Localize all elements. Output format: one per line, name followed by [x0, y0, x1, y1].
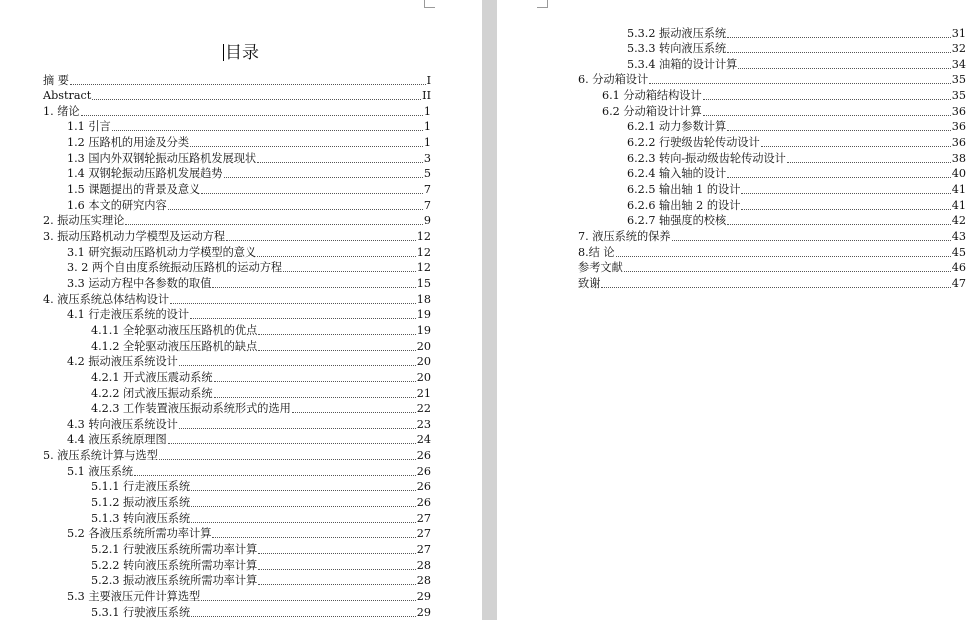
toc-dot-leader	[224, 177, 423, 178]
toc-entry-label: 4.3 转向液压系统设计	[67, 417, 178, 431]
toc-entry-label: 6.2.2 行驶级齿轮传动设计	[627, 136, 760, 150]
toc-entry[interactable]	[67, 587, 431, 603]
toc-dot-leader	[624, 271, 951, 272]
toc-dot-leader	[257, 256, 416, 257]
toc-entry[interactable]	[627, 24, 966, 40]
page-gap	[482, 0, 497, 620]
toc-entry-label: 5.2 各液压系统所需功率计算	[67, 527, 212, 541]
toc-entry[interactable]	[627, 196, 966, 212]
toc-dot-leader	[258, 350, 415, 351]
toc-entry[interactable]	[91, 556, 431, 572]
toc-dot-leader	[212, 287, 415, 288]
toc-entry-label: 5.3 主要液压元件计算选型	[67, 589, 201, 603]
toc-dot-leader	[70, 84, 426, 85]
toc-entry-page: 42	[951, 214, 966, 228]
toc-entry-page: 43	[951, 229, 966, 243]
toc-entry-label: 1.5 课题提出的背景及意义	[67, 183, 201, 197]
toc-dot-leader	[741, 193, 950, 194]
toc-entry-page: I	[426, 73, 431, 87]
toc-entry-page: 38	[951, 151, 966, 165]
toc-entry[interactable]	[91, 572, 431, 588]
toc-dot-leader	[283, 271, 416, 272]
toc-dot-leader	[179, 365, 416, 366]
toc-entry[interactable]	[578, 259, 966, 275]
toc-entry-page: 35	[951, 73, 966, 87]
toc-entry-page: 28	[416, 574, 431, 588]
toc-entry-page: 9	[423, 214, 431, 228]
toc-entry[interactable]	[43, 447, 431, 463]
toc-entry-page: 36	[951, 104, 966, 118]
toc-dot-leader	[649, 83, 951, 84]
toc-entry-label: 5.2.2 转向液压系统所需功率计算	[91, 558, 258, 572]
toc-dot-leader	[170, 303, 416, 304]
toc-entry-label: 1.1 引言	[67, 120, 111, 134]
toc-entry-label: 1.4 双钢轮振动压路机发展趋势	[67, 167, 223, 181]
text-cursor	[223, 44, 224, 61]
toc-entry-page: 31	[951, 26, 966, 40]
toc-entry[interactable]	[43, 71, 431, 87]
toc-entry[interactable]	[578, 243, 966, 259]
toc-entry-label: 4. 液压系统总体结构设计	[43, 292, 170, 306]
toc-entry-label: 5.2.3 振动液压系统所需功率计算	[91, 574, 258, 588]
toc-entry-label: 4.2.3 工作装置液压振动系统形式的选用	[91, 402, 291, 416]
toc-title-text: 目录	[225, 43, 259, 63]
toc-entry[interactable]	[578, 274, 966, 290]
toc-entry[interactable]	[91, 541, 431, 557]
toc-entry-page: II	[422, 89, 431, 103]
toc-entry[interactable]	[67, 165, 431, 181]
toc-entry-label: 4.1.1 全轮驱动液压压路机的优点	[91, 323, 258, 337]
toc-entry[interactable]	[91, 384, 431, 400]
toc-entry-label: 6.2.3 转向-振动级齿轮传动设计	[627, 151, 786, 165]
toc-entry-label: 摘 要	[43, 73, 69, 87]
toc-dot-leader	[258, 334, 415, 335]
toc-entry-page: 36	[951, 136, 966, 150]
toc-entry-page: 26	[416, 480, 431, 494]
toc-entry[interactable]	[43, 87, 431, 103]
toc-entry-label: 5.1 液压系统	[67, 464, 134, 478]
toc-dot-leader	[787, 162, 951, 163]
toc-entry-page: 7	[423, 198, 431, 212]
toc-entry-label: 6. 分动箱设计	[578, 73, 649, 87]
document-page-right	[497, 0, 980, 620]
toc-entry[interactable]	[67, 196, 431, 212]
toc-dot-leader	[727, 130, 951, 131]
document-page-left	[0, 0, 482, 620]
toc-entry[interactable]	[578, 227, 966, 243]
toc-entry[interactable]	[91, 337, 431, 353]
toc-entry-label: 参考文献	[578, 261, 623, 275]
toc-entry[interactable]	[627, 212, 966, 228]
toc-entry-label: 1.2 压路机的用途及分类	[67, 136, 190, 150]
toc-entry[interactable]	[43, 102, 431, 118]
toc-entry-page: 35	[951, 89, 966, 103]
toc-entry-page: 47	[951, 276, 966, 290]
toc-entry-page: 20	[416, 355, 431, 369]
toc-entry-label: 5.2.1 行驶液压系统所需功率计算	[91, 543, 258, 556]
toc-entry-label: 7. 液压系统的保养	[578, 229, 671, 243]
toc-entry-label: 5.1.1 行走液压系统	[91, 480, 191, 494]
margin-mark-top-left	[537, 0, 548, 8]
toc-entry-label: 3. 振动压路机动力学模型及运动方程	[43, 230, 226, 243]
toc-dot-leader	[214, 381, 416, 382]
toc-entry-label: 6.2 分动箱设计计算	[602, 104, 702, 118]
toc-dot-leader	[92, 99, 421, 100]
toc-dot-leader	[190, 146, 423, 147]
toc-entry-label: 4.4 液压系统原理图	[67, 433, 167, 447]
toc-title	[0, 38, 482, 63]
toc-entry-page: 46	[951, 261, 966, 275]
toc-dot-leader	[672, 240, 951, 241]
toc-entry-page: 19	[416, 323, 431, 337]
toc-dot-leader	[191, 490, 416, 491]
toc-entry[interactable]	[627, 55, 966, 71]
toc-entry-label: 2. 振动压实理论	[43, 214, 125, 228]
toc-entry-label: 6.2.6 输出轴 2 的设计	[627, 198, 741, 212]
toc-entry-label: 5.3.4 油箱的设计计算	[627, 57, 738, 71]
toc-entry-page: 15	[416, 276, 431, 290]
toc-entry[interactable]	[43, 212, 431, 228]
toc-dot-leader	[201, 600, 416, 601]
toc-entry[interactable]	[67, 415, 431, 431]
toc-entry-label: 6.1 分动箱结构设计	[602, 89, 702, 103]
toc-dot-leader	[168, 209, 423, 210]
toc-entry-label: 致谢	[578, 276, 601, 290]
toc-dot-leader	[741, 209, 950, 210]
toc-dot-leader	[761, 146, 951, 147]
toc-entry[interactable]	[67, 243, 431, 259]
margin-mark-top-right	[424, 0, 435, 8]
toc-entry-label: 6.2.4 输入轴的设计	[627, 167, 727, 181]
toc-entry[interactable]	[67, 181, 431, 197]
toc-dot-leader	[214, 397, 416, 398]
toc-entry[interactable]	[91, 368, 431, 384]
toc-entry-label: 3. 2 两个自由度系统振动压路机的运动方程	[67, 261, 283, 275]
toc-entry-page: 41	[951, 183, 966, 196]
toc-dot-leader	[191, 522, 416, 523]
toc-entry[interactable]	[627, 165, 966, 181]
toc-dot-leader	[727, 37, 951, 38]
toc-entry-label: 5.3.3 转向液压系统	[627, 42, 727, 56]
toc-entry-page: 1	[423, 120, 431, 134]
toc-entry-page: 20	[416, 370, 431, 384]
toc-entry[interactable]	[43, 290, 431, 306]
toc-entry-label: 5.1.2 振动液压系统	[91, 496, 191, 510]
toc-dot-leader	[179, 428, 416, 429]
toc-entry[interactable]	[67, 118, 431, 134]
toc-entry-page: 19	[416, 308, 431, 322]
toc-dot-leader	[191, 616, 416, 617]
toc-entry[interactable]	[67, 149, 431, 165]
toc-dot-leader	[190, 318, 416, 319]
toc-dot-leader	[168, 443, 416, 444]
toc-entry-label: 4.1 行走液压系统的设计	[67, 308, 190, 322]
toc-dot-leader	[201, 193, 423, 194]
toc-dot-leader	[258, 569, 415, 570]
toc-entry[interactable]	[627, 149, 966, 165]
toc-dot-leader	[257, 162, 423, 163]
toc-entry-page: 27	[416, 543, 431, 556]
toc-entry-page: 20	[416, 339, 431, 353]
toc-entry[interactable]	[602, 87, 966, 103]
toc-entry[interactable]	[578, 71, 966, 87]
toc-entry[interactable]	[91, 603, 431, 619]
toc-entry-page: 3	[423, 151, 431, 165]
toc-entry[interactable]	[91, 321, 431, 337]
toc-entry-page: 12	[416, 230, 431, 243]
toc-entry-page: 26	[416, 464, 431, 478]
toc-entry-label: 5.3.1 行驶液压系统	[91, 605, 191, 619]
toc-entry-label: 6.2.1 动力参数计算	[627, 120, 727, 134]
toc-entry-page: 29	[416, 605, 431, 619]
toc-entry-label: 3.3 运动方程中各参数的取值	[67, 276, 212, 290]
toc-entry-label: 1.6 本文的研究内容	[67, 198, 167, 212]
toc-dot-leader	[112, 130, 423, 131]
toc-entry[interactable]	[91, 478, 431, 494]
toc-entry-label: 1. 绪论	[43, 104, 80, 118]
toc-entry[interactable]	[627, 40, 966, 56]
toc-entry[interactable]	[43, 228, 431, 244]
toc-entry[interactable]	[91, 509, 431, 525]
toc-entry-page: 26	[416, 496, 431, 510]
toc-entry-page: 32	[951, 42, 966, 56]
toc-entry[interactable]	[67, 525, 431, 541]
toc-entry-page: 22	[416, 402, 431, 416]
toc-dot-leader	[703, 115, 951, 116]
toc-dot-leader	[226, 240, 416, 241]
toc-dot-leader	[134, 475, 416, 476]
toc-entry[interactable]	[67, 462, 431, 478]
toc-entry[interactable]	[67, 274, 431, 290]
toc-entry-label: 6.2.5 输出轴 1 的设计	[627, 183, 741, 196]
toc-entry-page: 24	[416, 433, 431, 447]
toc-dot-leader	[601, 287, 950, 288]
toc-entry-label: 5.3.2 振动液压系统	[627, 26, 727, 40]
toc-entry-label: 4.1.2 全轮驱动液压压路机的缺点	[91, 339, 258, 353]
toc-dot-leader	[727, 177, 951, 178]
toc-entry-page: 1	[423, 104, 431, 118]
toc-entry[interactable]	[67, 134, 431, 150]
toc-entry[interactable]	[67, 306, 431, 322]
toc-dot-leader	[292, 412, 416, 413]
toc-entry-label: 4.2 振动液压系统设计	[67, 355, 178, 369]
toc-entry-label: 8.结 论	[578, 245, 615, 259]
toc-entry-page: 28	[416, 558, 431, 572]
toc-entry[interactable]	[91, 494, 431, 510]
toc-entry[interactable]	[627, 134, 966, 150]
toc-entry[interactable]	[67, 259, 431, 275]
toc-dot-leader	[727, 224, 951, 225]
toc-entry-page: 27	[416, 511, 431, 525]
toc-entry-page: 45	[951, 245, 966, 259]
toc-entry-page: 7	[423, 183, 431, 197]
toc-dot-leader	[258, 584, 415, 585]
toc-entry[interactable]	[627, 181, 966, 197]
toc-entry-page: 23	[416, 417, 431, 431]
toc-entry-label: Abstract	[43, 89, 92, 103]
toc-entry[interactable]	[67, 353, 431, 369]
toc-dot-leader	[81, 115, 423, 116]
toc-entry-label: 4.2.1 开式液压震动系统	[91, 370, 213, 384]
toc-entry-page: 26	[416, 449, 431, 463]
toc-dot-leader	[258, 553, 415, 554]
toc-entry-page: 12	[416, 261, 431, 275]
toc-entry-label: 5. 液压系统计算与选型	[43, 449, 158, 463]
toc-entry[interactable]	[627, 118, 966, 134]
toc-dot-leader	[212, 537, 415, 538]
toc-entry[interactable]	[91, 400, 431, 416]
toc-entry[interactable]	[602, 102, 966, 118]
toc-entry-page: 5	[423, 167, 431, 181]
toc-entry-page: 1	[423, 136, 431, 150]
toc-entry-page: 12	[416, 245, 431, 259]
toc-entry-page: 29	[416, 589, 431, 603]
toc-entry-page: 36	[951, 120, 966, 134]
toc-dot-leader	[616, 256, 951, 257]
toc-entry-label: 1.3 国内外双钢轮振动压路机发展现状	[67, 151, 257, 165]
toc-entry-page: 40	[951, 167, 966, 181]
toc-dot-leader	[191, 506, 416, 507]
toc-entry[interactable]	[67, 431, 431, 447]
toc-entry-page: 27	[416, 527, 431, 541]
toc-entry-label: 6.2.7 轴强度的校核	[627, 214, 727, 228]
toc-dot-leader	[125, 224, 423, 225]
toc-entry-page: 21	[416, 386, 431, 400]
toc-entry-page: 41	[951, 198, 966, 212]
toc-entry-label: 3.1 研究振动压路机动力学模型的意义	[67, 245, 257, 259]
toc-entry-label: 4.2.2 闭式液压振动系统	[91, 386, 213, 400]
toc-dot-leader	[738, 68, 950, 69]
toc-entry-label: 5.1.3 转向液压系统	[91, 511, 191, 525]
toc-dot-leader	[727, 52, 951, 53]
toc-dot-leader	[703, 99, 951, 100]
toc-entry-page: 34	[951, 57, 966, 71]
toc-dot-leader	[159, 459, 416, 460]
toc-entry-page: 18	[416, 292, 431, 306]
